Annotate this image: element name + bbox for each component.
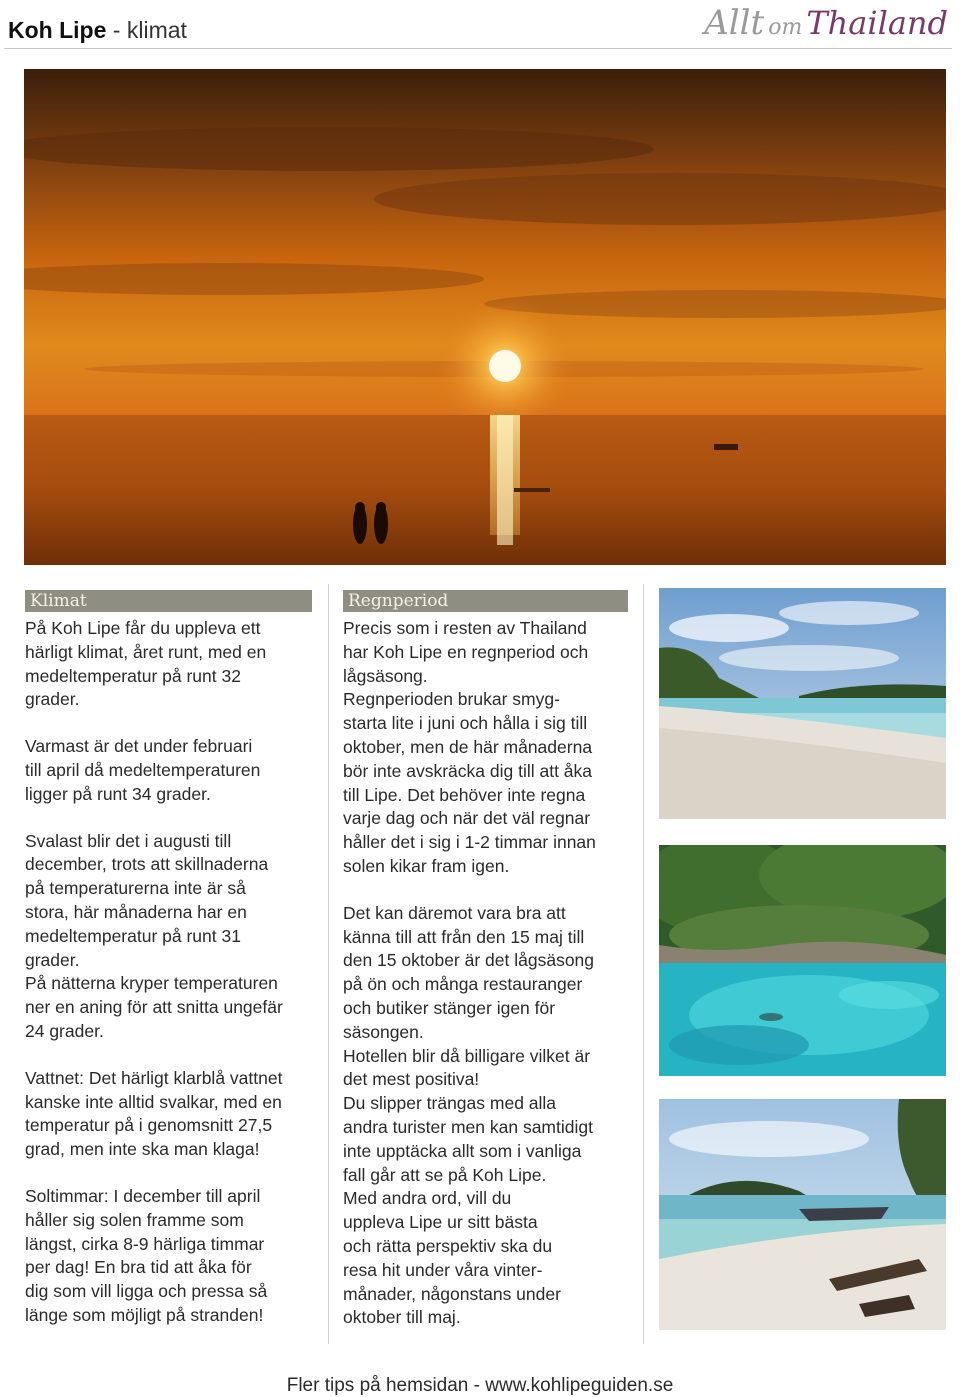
klimat-column bbox=[25, 590, 312, 1328]
klimat-paragraph-3: Svalast blir det i augusti till december, trots att skillnaderna på temperaturerna inte är så stora, här månaderna har en medeltemperatur på runt 31 grader. bbox=[25, 830, 269, 970]
brand-logo bbox=[704, 0, 948, 46]
title-separator: - bbox=[106, 17, 127, 43]
regnperiod-paragraph-3: Det kan däremot vara bra att känna till att från den 15 maj till den 15 oktober är det lågsäsong på ön och många restauranger och butiker stänger igen för säsongen. bbox=[343, 902, 595, 1042]
regnperiod-paragraph-2: Regnperioden brukar smyg- starta lite i juni och hålla i sig till oktober, men de här månaderna bör inte avskräcka dig till att åka till Lipe. Det behöver inte regna varje dag och när det väl regnar håller det i sig i 1-2 timmar innan solen kikar fram igen. bbox=[343, 689, 596, 876]
sunset-image bbox=[24, 69, 946, 565]
lagoon-photo-2 bbox=[659, 845, 946, 1076]
beach-photo-1 bbox=[659, 588, 946, 819]
column-divider-1 bbox=[328, 584, 329, 1344]
regnperiod-column bbox=[343, 590, 628, 1330]
title-subtitle: klimat bbox=[126, 17, 187, 43]
beach-boats-photo-3 bbox=[659, 1099, 946, 1330]
klimat-heading: Klimat bbox=[25, 590, 312, 612]
klimat-paragraph-4: På nätterna kryper temperaturen ner en aning för att snitta ungefär 24 grader. bbox=[25, 973, 283, 1041]
column-divider-2 bbox=[643, 584, 644, 1344]
page-header bbox=[0, 0, 960, 50]
regnperiod-paragraph-6: Med andra ord, vill du uppleva Lipe ur sitt bästa och rätta perspektiv ska du resa hit under våra vinter- månader, någonstans under oktober till maj. bbox=[343, 1188, 561, 1328]
beach-image-1 bbox=[659, 588, 946, 819]
beach-boats-image-3 bbox=[659, 1099, 946, 1330]
regnperiod-paragraph-5: Du slipper trängas med alla andra turister men kan samtidigt inte upptäcka allt som i vanliga fall går att se på Koh Lipe. bbox=[343, 1093, 593, 1185]
lagoon-image-2 bbox=[659, 845, 946, 1076]
regnperiod-paragraph-4: Hotellen blir då billigare vilket är det mest positiva! bbox=[343, 1045, 591, 1090]
brand-logo-part-3: Thailand bbox=[806, 4, 948, 42]
brand-logo-part-1: Allt bbox=[704, 3, 765, 43]
regnperiod-paragraph-1: Precis som i resten av Thailand har Koh Lipe en regnperiod och lågsäsong. bbox=[343, 618, 589, 686]
klimat-paragraph-6: Soltimmar: I december till april håller sig solen framme som längst, cirka 8-9 härliga timmar per dag! En bra tid att åka för dig som vill ligga och pressa så länge som möjligt på stranden! bbox=[25, 1185, 268, 1325]
hero-sunset-photo bbox=[24, 69, 946, 565]
regnperiod-heading: Regnperiod bbox=[343, 590, 628, 612]
klimat-paragraph-1: På Koh Lipe får du uppleva ett härligt klimat, året runt, med en medeltemperatur på runt 32 grader. bbox=[25, 618, 267, 710]
title-main: Koh Lipe bbox=[8, 17, 107, 43]
klimat-paragraph-2: Varmast är det under februari till april då medeltemperaturen ligger på runt 34 grader. bbox=[25, 736, 261, 804]
klimat-paragraph-5: Vattnet: Det härligt klarblå vattnet kanske inte alltid svalkar, med en temperatur på i genomsnitt 27,5 grad, men inte ska man klaga! bbox=[25, 1067, 283, 1160]
page-title bbox=[8, 16, 187, 44]
brand-logo-part-2: om bbox=[768, 15, 803, 40]
footer-link[interactable]: Fler tips på hemsidan - www.kohlipeguiden.se bbox=[286, 1375, 674, 1396]
header-divider bbox=[4, 48, 952, 49]
